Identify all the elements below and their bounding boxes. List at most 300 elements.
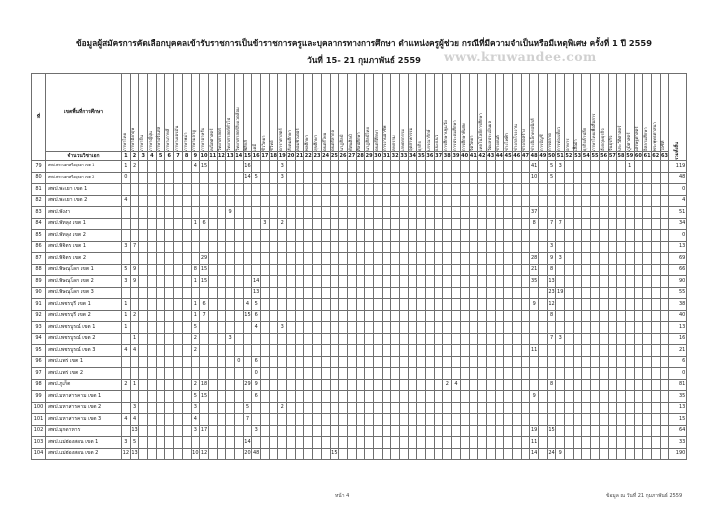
- empty-cell: [478, 356, 487, 368]
- empty-cell: [486, 414, 495, 426]
- empty-cell: [591, 345, 600, 357]
- empty-cell: [278, 379, 287, 391]
- empty-cell: [182, 218, 191, 230]
- empty-cell: [634, 299, 643, 311]
- empty-cell: [634, 356, 643, 368]
- empty-cell: [269, 391, 278, 403]
- empty-cell: [130, 207, 139, 219]
- empty-cell: [200, 207, 209, 219]
- empty-cell: [608, 241, 617, 253]
- empty-cell: [478, 230, 487, 242]
- empty-cell: [599, 437, 608, 449]
- empty-cell: [495, 368, 504, 380]
- empty-cell: [591, 184, 600, 196]
- empty-cell: [365, 230, 374, 242]
- table-row: [32, 391, 687, 403]
- total-header: [669, 74, 687, 161]
- empty-cell: [339, 402, 348, 414]
- empty-cell: [634, 322, 643, 334]
- subject-header-label: ดาราศาสตร์: [279, 128, 285, 151]
- empty-cell: [156, 414, 165, 426]
- data-cell: 5: [547, 172, 556, 184]
- empty-cell: [469, 391, 478, 403]
- empty-cell: [443, 345, 452, 357]
- empty-cell: [252, 414, 261, 426]
- empty-cell: [512, 253, 521, 265]
- empty-cell: [191, 253, 200, 265]
- empty-cell: [460, 161, 469, 173]
- empty-cell: [373, 253, 382, 265]
- subject-header-label: ชีววิทยา: [261, 135, 267, 151]
- empty-cell: [261, 322, 270, 334]
- area-name: สพป.มหาสารคาม เขต 3: [46, 414, 122, 426]
- empty-cell: [599, 425, 608, 437]
- empty-cell: [304, 207, 313, 219]
- empty-cell: [269, 437, 278, 449]
- subject-header-label: ภาษาเกาหลี: [166, 128, 172, 151]
- empty-cell: [660, 356, 669, 368]
- empty-cell: [295, 379, 304, 391]
- empty-cell: [530, 184, 539, 196]
- empty-cell: [226, 287, 235, 299]
- area-name: สพป.พังงา: [46, 207, 122, 219]
- empty-cell: [617, 368, 626, 380]
- empty-cell: [660, 379, 669, 391]
- empty-cell: [139, 391, 148, 403]
- empty-cell: [625, 195, 634, 207]
- empty-cell: [269, 310, 278, 322]
- empty-cell: [565, 161, 574, 173]
- empty-cell: [443, 287, 452, 299]
- empty-cell: [452, 425, 461, 437]
- empty-cell: [287, 299, 296, 311]
- empty-cell: [651, 345, 660, 357]
- empty-cell: [408, 322, 417, 334]
- page-number: หน้า 4: [335, 493, 350, 499]
- empty-cell: [460, 264, 469, 276]
- empty-cell: [321, 448, 330, 460]
- empty-cell: [486, 437, 495, 449]
- empty-cell: [330, 345, 339, 357]
- empty-cell: [591, 333, 600, 345]
- applicant-table: [31, 73, 687, 460]
- empty-cell: [139, 161, 148, 173]
- data-cell: 7: [547, 218, 556, 230]
- empty-cell: [643, 425, 652, 437]
- subject-header: [460, 74, 469, 152]
- empty-cell: [287, 425, 296, 437]
- empty-cell: [243, 425, 252, 437]
- empty-cell: [599, 402, 608, 414]
- data-cell: 19: [530, 425, 539, 437]
- empty-cell: [373, 230, 382, 242]
- data-cell: 3: [122, 437, 131, 449]
- empty-cell: [165, 195, 174, 207]
- empty-cell: [512, 448, 521, 460]
- subject-header: [391, 74, 400, 152]
- empty-cell: [165, 230, 174, 242]
- empty-cell: [165, 414, 174, 426]
- empty-cell: [530, 402, 539, 414]
- data-cell: 15: [330, 448, 339, 460]
- subject-header-label: ช่างกลโรงงาน: [513, 124, 519, 151]
- empty-cell: [391, 276, 400, 288]
- empty-cell: [539, 287, 548, 299]
- empty-cell: [573, 448, 582, 460]
- empty-cell: [339, 437, 348, 449]
- empty-cell: [365, 253, 374, 265]
- empty-cell: [330, 218, 339, 230]
- empty-cell: [565, 218, 574, 230]
- data-cell: 7: [200, 310, 209, 322]
- table-row: [32, 264, 687, 276]
- empty-cell: [330, 437, 339, 449]
- empty-cell: [217, 207, 226, 219]
- subject-header-label: ดนตรีศึกษา: [374, 129, 380, 151]
- subject-header: [217, 74, 226, 152]
- data-cell: 14: [252, 276, 261, 288]
- empty-cell: [504, 195, 513, 207]
- empty-cell: [339, 241, 348, 253]
- area-name: สพป.พัทลุง เขต 2: [46, 230, 122, 242]
- empty-cell: [660, 437, 669, 449]
- empty-cell: [452, 414, 461, 426]
- empty-cell: [486, 230, 495, 242]
- empty-cell: [651, 195, 660, 207]
- column-number: 36: [426, 152, 434, 159]
- column-number: 38: [443, 152, 451, 159]
- table-row: [32, 161, 687, 173]
- empty-cell: [269, 448, 278, 460]
- empty-cell: [287, 333, 296, 345]
- empty-cell: [417, 333, 426, 345]
- empty-cell: [373, 402, 382, 414]
- empty-cell: [565, 333, 574, 345]
- empty-cell: [347, 172, 356, 184]
- empty-cell: [504, 218, 513, 230]
- empty-cell: [452, 276, 461, 288]
- row-number: 81: [32, 184, 46, 196]
- empty-cell: [182, 322, 191, 334]
- empty-cell: [417, 310, 426, 322]
- empty-cell: [321, 379, 330, 391]
- empty-cell: [643, 437, 652, 449]
- empty-cell: [165, 276, 174, 288]
- empty-cell: [608, 264, 617, 276]
- column-number: 17: [261, 152, 269, 159]
- empty-cell: [443, 195, 452, 207]
- row-number: 91: [32, 299, 46, 311]
- empty-cell: [295, 310, 304, 322]
- empty-cell: [547, 356, 556, 368]
- empty-cell: [356, 310, 365, 322]
- empty-cell: [651, 402, 660, 414]
- data-cell: 7: [556, 218, 565, 230]
- empty-cell: [321, 218, 330, 230]
- empty-cell: [365, 195, 374, 207]
- data-cell: 3: [122, 241, 131, 253]
- empty-cell: [200, 287, 209, 299]
- empty-cell: [443, 264, 452, 276]
- empty-cell: [512, 333, 521, 345]
- empty-cell: [434, 161, 443, 173]
- empty-cell: [226, 276, 235, 288]
- empty-cell: [356, 207, 365, 219]
- empty-cell: [426, 218, 435, 230]
- empty-cell: [356, 241, 365, 253]
- empty-cell: [269, 287, 278, 299]
- empty-cell: [165, 379, 174, 391]
- empty-cell: [495, 322, 504, 334]
- empty-cell: [426, 437, 435, 449]
- empty-cell: [287, 356, 296, 368]
- empty-cell: [486, 425, 495, 437]
- empty-cell: [565, 402, 574, 414]
- area-name: สพป.พิษณุโลก เขต 3: [46, 287, 122, 299]
- empty-cell: [347, 241, 356, 253]
- empty-cell: [434, 310, 443, 322]
- empty-cell: [495, 391, 504, 403]
- empty-cell: [174, 425, 183, 437]
- empty-cell: [339, 172, 348, 184]
- empty-cell: [122, 368, 131, 380]
- empty-cell: [573, 414, 582, 426]
- empty-cell: [408, 264, 417, 276]
- data-cell: 4: [191, 161, 200, 173]
- empty-cell: [313, 437, 322, 449]
- subject-header: [643, 74, 652, 152]
- empty-cell: [295, 195, 304, 207]
- empty-cell: [625, 425, 634, 437]
- empty-cell: [573, 218, 582, 230]
- empty-cell: [304, 310, 313, 322]
- empty-cell: [148, 207, 157, 219]
- subject-header: [304, 74, 313, 152]
- empty-cell: [287, 379, 296, 391]
- empty-cell: [139, 379, 148, 391]
- empty-cell: [165, 299, 174, 311]
- empty-cell: [243, 287, 252, 299]
- empty-cell: [295, 161, 304, 173]
- empty-cell: [417, 356, 426, 368]
- empty-cell: [174, 322, 183, 334]
- empty-cell: [339, 425, 348, 437]
- empty-cell: [591, 448, 600, 460]
- data-cell: 13: [547, 276, 556, 288]
- empty-cell: [426, 207, 435, 219]
- column-number: 59: [626, 152, 634, 159]
- empty-cell: [313, 356, 322, 368]
- empty-cell: [234, 276, 243, 288]
- empty-cell: [426, 448, 435, 460]
- empty-cell: [382, 379, 391, 391]
- empty-cell: [565, 437, 574, 449]
- empty-cell: [617, 310, 626, 322]
- empty-cell: [226, 425, 235, 437]
- empty-cell: [165, 333, 174, 345]
- empty-cell: [512, 276, 521, 288]
- empty-cell: [478, 241, 487, 253]
- data-cell: 1: [130, 379, 139, 391]
- empty-cell: [148, 345, 157, 357]
- table-row: [32, 368, 687, 380]
- empty-cell: [156, 322, 165, 334]
- empty-cell: [165, 425, 174, 437]
- empty-cell: [269, 184, 278, 196]
- empty-cell: [122, 391, 131, 403]
- empty-cell: [608, 414, 617, 426]
- empty-cell: [156, 172, 165, 184]
- empty-cell: [573, 368, 582, 380]
- empty-cell: [643, 184, 652, 196]
- empty-cell: [556, 172, 565, 184]
- empty-cell: [382, 253, 391, 265]
- empty-cell: [495, 356, 504, 368]
- empty-cell: [182, 391, 191, 403]
- empty-cell: [573, 184, 582, 196]
- empty-cell: [321, 402, 330, 414]
- empty-cell: [591, 161, 600, 173]
- empty-cell: [226, 322, 235, 334]
- empty-cell: [139, 368, 148, 380]
- column-number: 1: [122, 152, 131, 161]
- empty-cell: [565, 345, 574, 357]
- no-header: ที่: [32, 74, 46, 161]
- empty-cell: [643, 264, 652, 276]
- empty-cell: [486, 184, 495, 196]
- empty-cell: [278, 253, 287, 265]
- empty-cell: [547, 207, 556, 219]
- data-cell: 8: [530, 218, 539, 230]
- empty-cell: [382, 414, 391, 426]
- empty-cell: [521, 448, 530, 460]
- subject-header-label: ศิลปศึกษา: [357, 132, 363, 151]
- empty-cell: [417, 172, 426, 184]
- empty-cell: [565, 172, 574, 184]
- empty-cell: [382, 368, 391, 380]
- empty-cell: [269, 195, 278, 207]
- empty-cell: [304, 437, 313, 449]
- area-header: เขตพื้นที่การศึกษา: [46, 74, 122, 152]
- subject-header: [504, 74, 513, 152]
- empty-cell: [148, 253, 157, 265]
- column-number: 13: [226, 152, 234, 159]
- empty-cell: [347, 264, 356, 276]
- empty-cell: [625, 287, 634, 299]
- empty-cell: [208, 264, 217, 276]
- empty-cell: [617, 230, 626, 242]
- empty-cell: [591, 299, 600, 311]
- data-cell: 2: [443, 379, 452, 391]
- empty-cell: [330, 333, 339, 345]
- empty-cell: [400, 379, 409, 391]
- empty-cell: [330, 161, 339, 173]
- empty-cell: [651, 299, 660, 311]
- subject-header: [426, 74, 435, 152]
- empty-cell: [617, 322, 626, 334]
- empty-cell: [165, 253, 174, 265]
- empty-cell: [452, 402, 461, 414]
- empty-cell: [634, 195, 643, 207]
- empty-cell: [226, 299, 235, 311]
- empty-cell: [608, 184, 617, 196]
- data-cell: 4: [243, 299, 252, 311]
- subject-header-label: ภาษาไทยเพื่อสื่อสาร: [591, 113, 597, 151]
- empty-cell: [452, 448, 461, 460]
- empty-cell: [539, 218, 548, 230]
- empty-cell: [512, 264, 521, 276]
- empty-cell: [174, 218, 183, 230]
- subject-header-label: คอมพิวเตอร์: [296, 128, 302, 151]
- subject-header-label: ภาษาอาหรับ: [200, 127, 206, 151]
- empty-cell: [122, 230, 131, 242]
- empty-cell: [599, 414, 608, 426]
- empty-cell: [321, 310, 330, 322]
- empty-cell: [373, 448, 382, 460]
- empty-cell: [599, 264, 608, 276]
- empty-cell: [226, 368, 235, 380]
- empty-cell: [234, 379, 243, 391]
- column-number: 15: [243, 152, 251, 159]
- subject-header: [521, 74, 530, 152]
- empty-cell: [643, 345, 652, 357]
- data-cell: 1: [625, 161, 634, 173]
- empty-cell: [156, 333, 165, 345]
- subject-header-label: วิทยาศาสตร์ทั่วไป: [226, 117, 232, 151]
- empty-cell: [625, 322, 634, 334]
- empty-cell: [539, 356, 548, 368]
- empty-cell: [373, 264, 382, 276]
- data-cell: 2: [122, 379, 131, 391]
- row-total: 16: [669, 333, 687, 345]
- row-total: 6: [669, 356, 687, 368]
- empty-cell: [478, 218, 487, 230]
- empty-cell: [295, 333, 304, 345]
- empty-cell: [269, 402, 278, 414]
- empty-cell: [382, 172, 391, 184]
- empty-cell: [539, 184, 548, 196]
- empty-cell: [182, 437, 191, 449]
- empty-cell: [234, 264, 243, 276]
- empty-cell: [660, 414, 669, 426]
- column-number: 18: [270, 152, 278, 159]
- empty-cell: [208, 414, 217, 426]
- empty-cell: [573, 299, 582, 311]
- empty-cell: [539, 345, 548, 357]
- subject-header-label: วิทยาศาสตร์: [218, 127, 224, 151]
- empty-cell: [391, 368, 400, 380]
- empty-cell: [365, 310, 374, 322]
- row-total: 69: [669, 253, 687, 265]
- empty-cell: [304, 299, 313, 311]
- empty-cell: [582, 322, 591, 334]
- empty-cell: [495, 425, 504, 437]
- empty-cell: [530, 241, 539, 253]
- empty-cell: [304, 276, 313, 288]
- empty-cell: [591, 172, 600, 184]
- empty-cell: [130, 184, 139, 196]
- empty-cell: [547, 391, 556, 403]
- data-cell: 14: [243, 437, 252, 449]
- empty-cell: [634, 448, 643, 460]
- empty-cell: [182, 333, 191, 345]
- empty-cell: [417, 425, 426, 437]
- empty-cell: [582, 368, 591, 380]
- column-number: 12: [217, 152, 225, 159]
- empty-cell: [261, 161, 270, 173]
- empty-cell: [200, 437, 209, 449]
- column-number: 3: [139, 152, 148, 161]
